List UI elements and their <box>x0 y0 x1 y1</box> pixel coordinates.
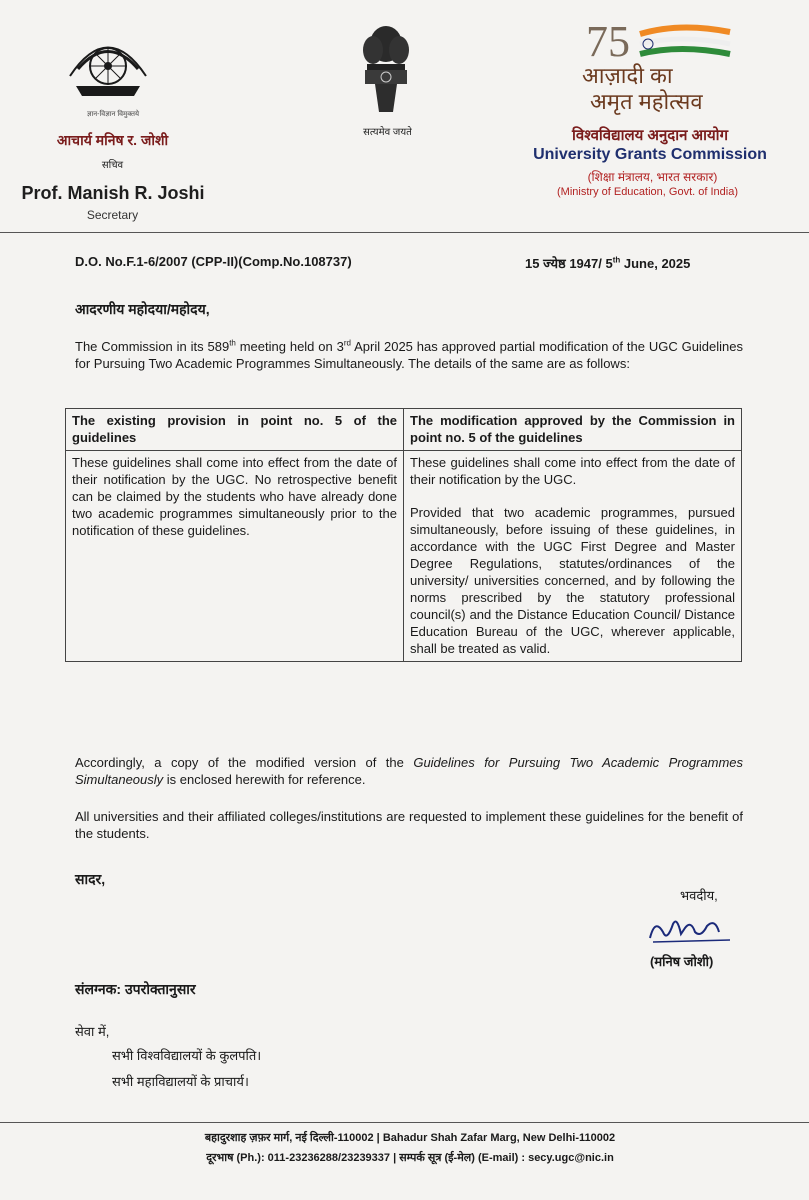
national-emblem-icon <box>355 22 417 117</box>
recipient-item: सभी विश्वविद्यालयों के कुलपति। <box>112 1048 262 1063</box>
para1-a-sup: th <box>229 338 236 348</box>
to-label: सेवा में, <box>75 1024 110 1039</box>
modification-table <box>65 408 742 662</box>
table-header-row <box>66 409 742 451</box>
modification-text-1: These guidelines shall come into effect from the date of their notification by the UGC. <box>410 455 735 487</box>
header-divider <box>0 232 809 233</box>
secretary-designation-hindi: सचिव <box>101 160 124 171</box>
para1-b-sup: rd <box>343 338 351 348</box>
footer-address: बहादुरशाह ज़फ़र मार्ग, नई दिल्ली-110002 | Bahadur Shah Zafar Marg, New Delhi-110002 <box>204 1132 616 1144</box>
closing: सादर, <box>75 871 106 887</box>
logo-motto: ज्ञान-विज्ञान विमुक्तये <box>86 111 140 118</box>
date-suffix: June, 2025 <box>620 256 691 271</box>
guidelines-title: Guidelines for Pursuing Two Academic Programmes Simultaneously <box>75 755 744 787</box>
paragraph-enclosure-note <box>75 754 743 788</box>
reference-number: D.O. No.F.1-6/2007 (CPP-II)(Comp.No.108737) <box>75 254 352 269</box>
org-name: University Grants Commission <box>533 146 767 163</box>
salutation: आदरणीय महोदया/महोदय, <box>75 301 210 317</box>
date-sup: th <box>612 255 621 265</box>
table-header-existing: The existing provision in point no. 5 of the guidelines <box>66 409 404 451</box>
svg-text:75: 75 <box>586 17 630 66</box>
para1-c: April 2025 has approved partial modification of the UGC Guidelines for Pursuing Two Academic Programmes Simultaneously. The details of the same are as follows: <box>75 339 744 371</box>
ugc-logo-icon <box>58 14 158 104</box>
secretary-designation: Secretary <box>86 208 139 222</box>
signatory-name: (मनिष जोशी) <box>650 954 714 969</box>
letter-date <box>525 254 690 272</box>
yours-faithfully: भवदीय, <box>680 888 718 903</box>
emblem-motto: सत्यमेव जयते <box>363 127 412 138</box>
paragraph-intro <box>75 338 743 372</box>
paragraph-request: All universities and their affiliated colleges/institutions are requested to implement these guidelines for the benefit of the students. <box>75 809 743 841</box>
footer-contact: दूरभाष (Ph.): 011-23236288/23239337 | सम्पर्क सूत्र (ई-मेल) (E-mail) : secy.ugc@nic.in <box>206 1152 614 1164</box>
azadi-text-line1: आज़ादी का <box>582 63 673 88</box>
signature-icon <box>645 910 735 950</box>
ministry-hindi: (शिक्षा मंत्रालय, भारत सरकार) <box>587 170 718 184</box>
table-header-modification: The modification approved by the Commission in point no. 5 of the guidelines <box>404 409 742 451</box>
existing-provision-cell: These guidelines shall come into effect from the date of their notification by the UGC. No retrospective benefit can be claimed by the students who have already done two academic programmes simultaneously prior to the notification of these guidelines. <box>66 451 404 662</box>
secretary-name: Prof. Manish R. Joshi <box>21 183 205 203</box>
date-prefix: 15 ज्येष्ठ 1947/ 5 <box>525 256 613 271</box>
footer-divider <box>0 1122 809 1123</box>
azadi-text-line2: अमृत महोत्सव <box>590 89 703 114</box>
enclosure-note: संलग्नक: उपरोक्तानुसार <box>75 981 196 997</box>
para1-b: meeting held on 3 <box>235 339 344 354</box>
recipient-item: सभी महाविद्यालयों के प्राचार्य। <box>112 1074 249 1089</box>
para2-after: is enclosed herewith for reference. <box>163 772 366 787</box>
table-row <box>66 451 742 662</box>
secretary-name-hindi: आचार्य मनिष र. जोशी <box>56 132 169 148</box>
modification-text-2: Provided that two academic programmes, pursued simultaneously, before issuing of these guidelines, in accordance with the UGC First Degree and Master Degree Regulations, statutes/ordinances of the university/ universities concerned, and by following the norms prescribed by the statutory professional council(s) and the Distance Education Council/ Distance Education Bureau of the UGC, wherever applicable, shall be treated as valid. <box>410 505 735 656</box>
ministry-english: (Ministry of Education, Govt. of India) <box>557 186 738 198</box>
para1-a: The Commission in its 589 <box>75 339 230 354</box>
para2-before: Accordingly, a copy of the modified version of the <box>75 755 414 770</box>
modification-cell <box>404 451 742 662</box>
org-name-hindi: विश्वविद्यालय अनुदान आयोग <box>571 127 729 144</box>
